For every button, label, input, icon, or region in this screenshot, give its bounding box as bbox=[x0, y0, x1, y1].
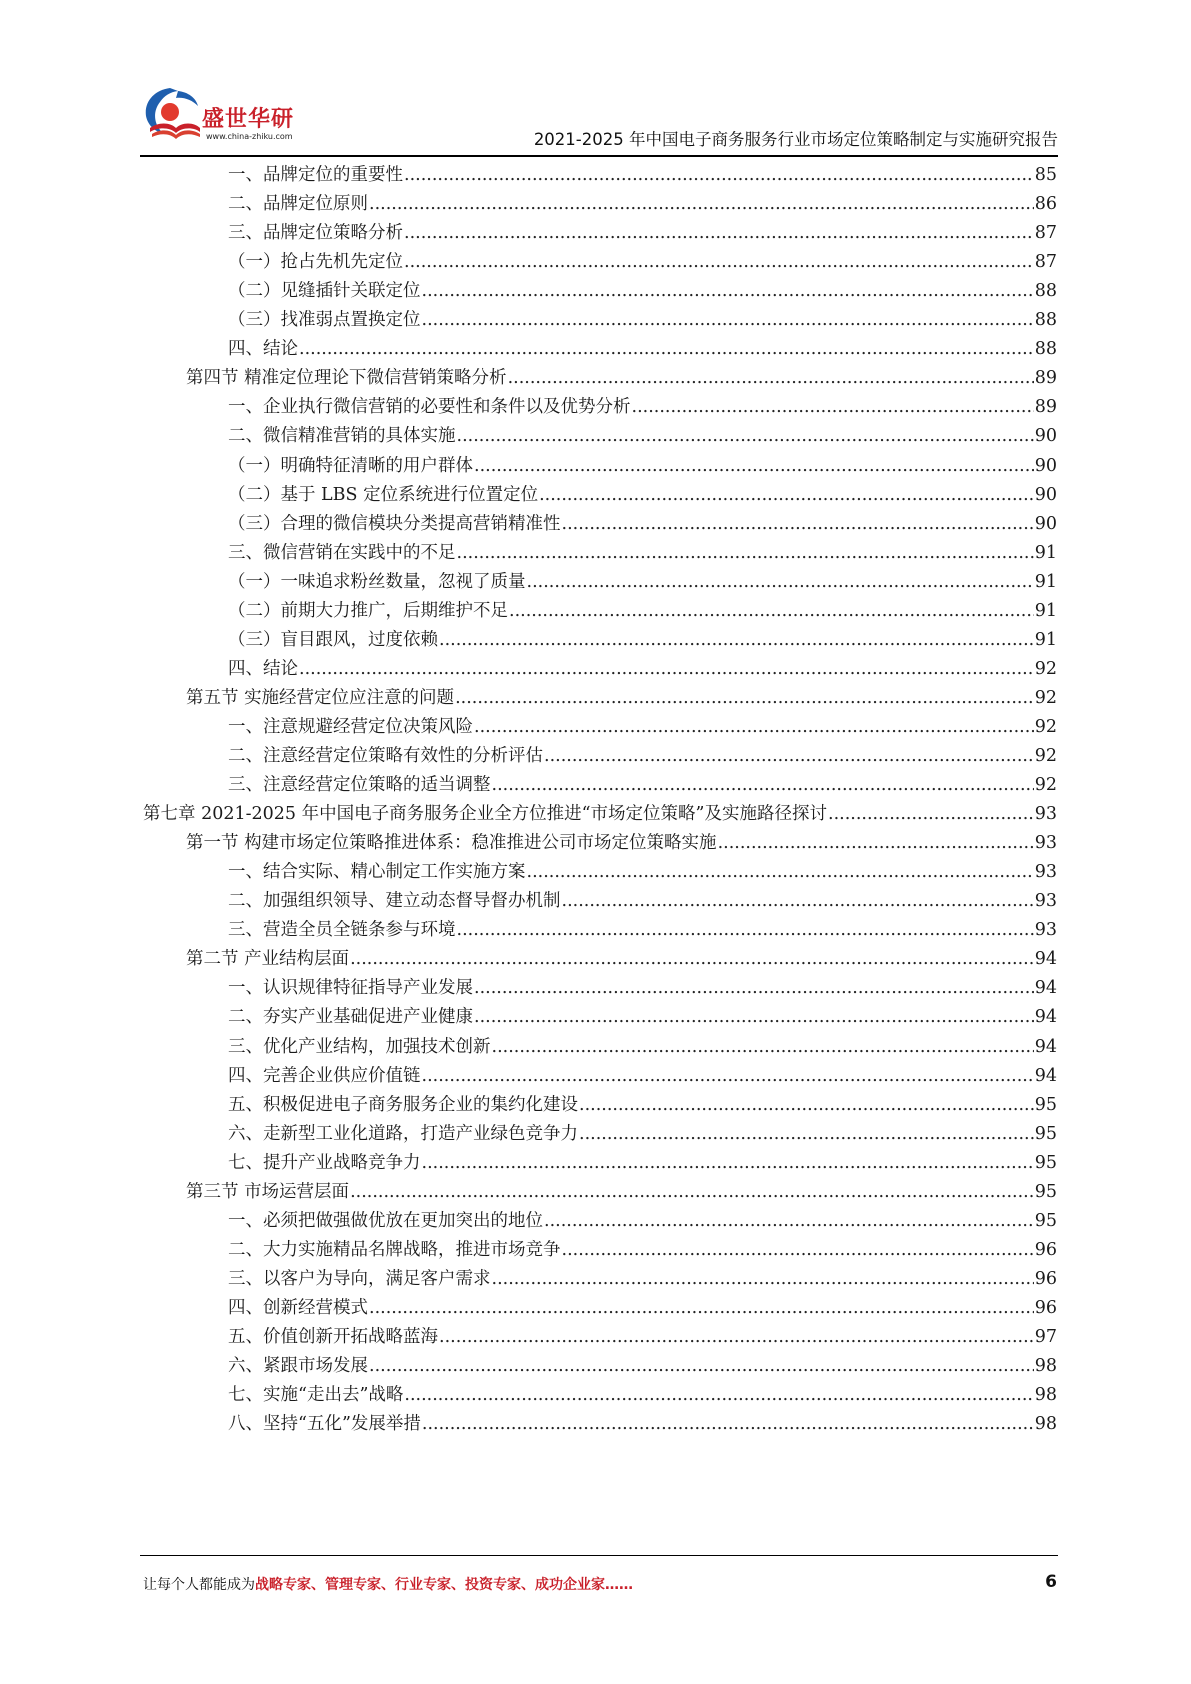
toc-leader-dots bbox=[492, 1032, 1034, 1063]
toc-entry[interactable] bbox=[228, 160, 1057, 191]
toc-entry-page: 94 bbox=[1034, 1036, 1057, 1057]
toc-entry[interactable] bbox=[228, 1351, 1057, 1382]
toc-leader-dots bbox=[422, 276, 1034, 307]
toc-leader-dots bbox=[422, 1148, 1034, 1179]
toc-entry-title: 三、营造全员全链条参与环境 bbox=[228, 920, 456, 941]
toc-entry[interactable] bbox=[228, 770, 1057, 801]
toc-entry[interactable] bbox=[228, 1380, 1057, 1411]
toc-entry-page: 91 bbox=[1034, 571, 1057, 592]
toc-leader-dots bbox=[527, 567, 1034, 598]
toc-entry-title: 二、加强组织领导、建立动态督导督办机制 bbox=[228, 891, 561, 912]
toc-entry-title: （二）见缝插针关联定位 bbox=[228, 281, 421, 302]
toc-entry-title: 一、必须把做强做优放在更加突出的地位 bbox=[228, 1210, 543, 1231]
toc-entry-title: （二）前期大力推广，后期维护不足 bbox=[228, 600, 508, 621]
toc-entry[interactable] bbox=[228, 741, 1057, 772]
toc-entry-title: 七、实施“走出去”战略 bbox=[228, 1385, 404, 1406]
toc-entry[interactable] bbox=[228, 1061, 1057, 1092]
toc-leader-dots bbox=[299, 334, 1034, 365]
toc-leader-dots bbox=[539, 480, 1034, 511]
toc-leader-dots bbox=[404, 160, 1034, 191]
toc-leader-dots bbox=[350, 944, 1034, 975]
toc-leader-dots bbox=[544, 1206, 1034, 1237]
toc-entry[interactable] bbox=[228, 1090, 1057, 1121]
slogan-prefix: 让每个人都能成为 bbox=[143, 1577, 255, 1593]
toc-leader-dots bbox=[474, 712, 1034, 743]
toc-leader-dots bbox=[404, 218, 1034, 249]
toc-leader-dots bbox=[474, 1002, 1034, 1033]
toc-leader-dots bbox=[422, 1061, 1034, 1092]
toc-entry-page: 93 bbox=[1034, 833, 1057, 854]
toc-entry-page: 98 bbox=[1034, 1414, 1057, 1435]
toc-entry[interactable] bbox=[228, 1119, 1057, 1150]
toc-entry[interactable] bbox=[186, 1177, 1057, 1208]
toc-entry[interactable] bbox=[186, 363, 1057, 394]
toc-entry-page: 90 bbox=[1034, 513, 1057, 534]
toc-entry[interactable] bbox=[228, 1032, 1057, 1063]
toc-leader-dots bbox=[492, 1264, 1034, 1295]
toc-entry-page: 95 bbox=[1034, 1181, 1057, 1202]
toc-entry[interactable] bbox=[228, 1206, 1057, 1237]
toc-entry-title: 第二节 产业结构层面 bbox=[186, 949, 350, 970]
toc-leader-dots bbox=[579, 1090, 1034, 1121]
toc-entry-title: （三）盲目跟风，过度依赖 bbox=[228, 629, 438, 650]
toc-entry-title: 四、完善企业供应价值链 bbox=[228, 1065, 421, 1086]
toc-entry-page: 90 bbox=[1034, 426, 1057, 447]
toc-entry-page: 89 bbox=[1034, 397, 1057, 418]
toc-entry-page: 95 bbox=[1034, 1094, 1057, 1115]
toc-entry-title: 二、注意经营定位策略有效性的分析评估 bbox=[228, 746, 543, 766]
toc-entry-title: 四、创新经营模式 bbox=[228, 1297, 368, 1318]
toc-leader-dots bbox=[369, 1351, 1034, 1382]
toc-entry-page: 93 bbox=[1034, 862, 1057, 883]
toc-entry[interactable] bbox=[228, 1264, 1057, 1295]
toc-entry[interactable] bbox=[228, 305, 1057, 336]
toc-entry-page: 98 bbox=[1034, 1385, 1057, 1406]
toc-entry-page: 91 bbox=[1034, 600, 1057, 621]
toc-leader-dots bbox=[350, 1177, 1034, 1208]
toc-entry-page: 95 bbox=[1034, 1210, 1057, 1231]
toc-entry-page: 94 bbox=[1034, 949, 1057, 970]
toc-entry-page: 87 bbox=[1034, 223, 1057, 244]
footer-divider bbox=[140, 1555, 1058, 1556]
toc-leader-dots bbox=[299, 654, 1034, 685]
toc-entry-title: 一、品牌定位的重要性 bbox=[228, 165, 403, 185]
toc-entry[interactable] bbox=[228, 886, 1057, 917]
slogan-highlight: 战略专家、管理专家、行业专家、投资专家、成功企业家…… bbox=[255, 1577, 633, 1593]
toc-entry-title: 一、认识规律特征指导产业发展 bbox=[228, 978, 473, 999]
toc-leader-dots bbox=[439, 1322, 1034, 1353]
toc-entry-page: 94 bbox=[1034, 978, 1057, 999]
toc-entry-page: 90 bbox=[1034, 484, 1057, 505]
toc-entry-title: 三、注意经营定位策略的适当调整 bbox=[228, 775, 491, 796]
toc-entry-page: 94 bbox=[1034, 1007, 1057, 1028]
header-divider bbox=[140, 155, 1058, 157]
toc-entry-title: （二）基于 LBS 定位系统进行位置定位 bbox=[228, 484, 539, 505]
toc-entry[interactable] bbox=[228, 421, 1057, 452]
toc-entry[interactable] bbox=[228, 334, 1057, 365]
page-header bbox=[0, 0, 1191, 160]
toc-leader-dots bbox=[562, 886, 1034, 917]
toc-entry[interactable] bbox=[228, 1002, 1057, 1033]
toc-entry-title: 七、提升产业战略竞争力 bbox=[228, 1152, 421, 1173]
toc-entry-title: 第四节 精准定位理论下微信营销策略分析 bbox=[186, 368, 507, 389]
toc-entry-title: 一、企业执行微信营销的必要性和条件以及优势分析 bbox=[228, 397, 631, 418]
toc-entry-page: 88 bbox=[1034, 310, 1057, 331]
toc-entry[interactable] bbox=[186, 683, 1057, 714]
toc-entry-page: 96 bbox=[1034, 1297, 1057, 1318]
toc-leader-dots bbox=[457, 538, 1034, 569]
toc-entry-page: 91 bbox=[1034, 542, 1057, 563]
toc-leader-dots bbox=[474, 973, 1034, 1004]
toc-entry-title: 八、坚持“五化”发展举措 bbox=[228, 1414, 421, 1435]
toc-leader-dots bbox=[369, 189, 1034, 220]
toc-entry-page: 92 bbox=[1034, 746, 1057, 766]
toc-leader-dots bbox=[369, 1293, 1034, 1324]
toc-entry-page: 93 bbox=[1034, 891, 1057, 912]
toc-entry[interactable] bbox=[228, 1148, 1057, 1179]
toc-entry[interactable] bbox=[228, 567, 1057, 598]
toc-entry-title: 三、以客户为导向，满足客户需求 bbox=[228, 1268, 491, 1289]
toc-entry-title: 四、结论 bbox=[228, 339, 298, 360]
toc-leader-dots bbox=[527, 857, 1034, 888]
toc-leader-dots bbox=[457, 421, 1034, 452]
toc-leader-dots bbox=[422, 1409, 1034, 1440]
toc-entry-title: （三）找准弱点置换定位 bbox=[228, 310, 421, 331]
toc-leader-dots bbox=[492, 770, 1034, 801]
toc-leader-dots bbox=[718, 828, 1034, 859]
toc-entry-title: 一、注意规避经营定位决策风险 bbox=[228, 716, 473, 737]
toc-leader-dots bbox=[422, 305, 1034, 336]
toc-entry[interactable] bbox=[228, 392, 1057, 423]
toc-leader-dots bbox=[455, 683, 1034, 714]
toc-entry-title: 第一节 构建市场定位策略推进体系：稳准推进公司市场定位策略实施 bbox=[186, 833, 717, 854]
toc-entry[interactable] bbox=[228, 654, 1057, 685]
logo-emblem-icon bbox=[140, 82, 204, 146]
toc-leader-dots bbox=[404, 1380, 1033, 1411]
toc-leader-dots bbox=[579, 1119, 1034, 1150]
toc-leader-dots bbox=[562, 509, 1034, 540]
toc-entry[interactable] bbox=[228, 247, 1057, 278]
toc-leader-dots bbox=[457, 915, 1034, 946]
toc-entry-title: 三、优化产业结构，加强技术创新 bbox=[228, 1036, 491, 1057]
toc-entry-page: 93 bbox=[1034, 804, 1057, 825]
toc-entry-title: 六、走新型工业化道路，打造产业绿色竞争力 bbox=[228, 1123, 578, 1144]
toc-entry-title: （三）合理的微信模块分类提高营销精准性 bbox=[228, 513, 561, 534]
toc-entry[interactable] bbox=[228, 1293, 1057, 1324]
toc-entry-title: （一）抢占先机先定位 bbox=[228, 252, 403, 273]
toc-entry[interactable] bbox=[228, 1235, 1057, 1266]
toc-entry-page: 94 bbox=[1034, 1065, 1057, 1086]
toc-entry[interactable] bbox=[228, 712, 1057, 743]
toc-entry-title: 六、紧跟市场发展 bbox=[228, 1356, 368, 1377]
toc-leader-dots bbox=[509, 596, 1034, 627]
toc-leader-dots bbox=[474, 451, 1034, 482]
toc-entry-title: （一）明确特征清晰的用户群体 bbox=[228, 455, 473, 476]
toc-entry-title: 四、结论 bbox=[228, 658, 298, 679]
logo-url: www.china-zhiku.com bbox=[206, 132, 293, 141]
toc-entry-page: 91 bbox=[1034, 629, 1057, 650]
toc-entry[interactable] bbox=[228, 596, 1057, 627]
toc-entry[interactable] bbox=[228, 538, 1057, 569]
toc-entry-page: 88 bbox=[1034, 281, 1057, 302]
toc-entry[interactable] bbox=[228, 625, 1057, 656]
toc-entry-page: 92 bbox=[1034, 687, 1057, 708]
toc-entry-title: 三、品牌定位策略分析 bbox=[228, 223, 403, 244]
toc-entry-page: 87 bbox=[1034, 252, 1057, 273]
toc-entry-page: 93 bbox=[1034, 920, 1057, 941]
toc-entry[interactable] bbox=[228, 509, 1057, 540]
toc-entry[interactable] bbox=[228, 276, 1057, 307]
toc-entry[interactable] bbox=[228, 857, 1057, 888]
toc-entry-page: 90 bbox=[1034, 455, 1057, 476]
toc-entry-title: 第五节 实施经营定位应注意的问题 bbox=[186, 687, 455, 708]
toc-leader-dots bbox=[508, 363, 1034, 394]
toc-entry-title: 二、品牌定位原则 bbox=[228, 194, 368, 215]
toc-entry[interactable] bbox=[186, 944, 1057, 975]
toc-entry[interactable] bbox=[228, 218, 1057, 249]
toc-entry-page: 92 bbox=[1034, 658, 1057, 679]
toc-entry[interactable] bbox=[228, 973, 1057, 1004]
toc-entry-page: 92 bbox=[1034, 716, 1057, 737]
company-logo bbox=[140, 82, 310, 146]
toc-entry-title: 第七章 2021-2025 年中国电子商务服务企业全方位推进“市场定位策略”及实施路径探讨 bbox=[143, 804, 828, 825]
toc-entry-title: （一）一味追求粉丝数量，忽视了质量 bbox=[228, 571, 526, 592]
footer-slogan bbox=[143, 1574, 633, 1594]
toc-entry-page: 86 bbox=[1034, 194, 1057, 215]
toc-entry-page: 97 bbox=[1034, 1327, 1057, 1347]
toc-entry-title: 第三节 市场运营层面 bbox=[186, 1181, 350, 1202]
toc-entry-page: 89 bbox=[1034, 368, 1057, 389]
toc-entry[interactable] bbox=[228, 1322, 1057, 1353]
toc-entry-page: 85 bbox=[1034, 165, 1057, 185]
toc-entry-page: 95 bbox=[1034, 1152, 1057, 1173]
toc-entry-title: 二、夯实产业基础促进产业健康 bbox=[228, 1007, 473, 1028]
logo-name: 盛世华研 bbox=[202, 107, 295, 132]
toc-entry[interactable] bbox=[228, 451, 1057, 482]
toc-entry-page: 96 bbox=[1034, 1268, 1057, 1289]
toc-entry-page: 88 bbox=[1034, 339, 1057, 360]
toc-entry-page: 95 bbox=[1034, 1123, 1057, 1144]
toc-leader-dots bbox=[544, 741, 1034, 772]
toc-entry-title: 一、结合实际、精心制定工作实施方案 bbox=[228, 862, 526, 883]
toc-leader-dots bbox=[439, 625, 1034, 656]
toc-entry-page: 98 bbox=[1034, 1356, 1057, 1377]
page-number: 6 bbox=[1045, 1572, 1057, 1592]
toc-entry[interactable] bbox=[186, 828, 1057, 859]
toc-leader-dots bbox=[828, 799, 1034, 830]
toc-entry-title: 五、积极促进电子商务服务企业的集约化建设 bbox=[228, 1094, 578, 1115]
toc-entry-page: 92 bbox=[1034, 775, 1057, 796]
toc-entry[interactable] bbox=[228, 480, 1057, 511]
toc-entry[interactable] bbox=[143, 799, 1057, 830]
toc-entry-title: 五、价值创新开拓战略蓝海 bbox=[228, 1327, 438, 1347]
toc-entry-page: 96 bbox=[1034, 1239, 1057, 1260]
toc-leader-dots bbox=[562, 1235, 1034, 1266]
toc-leader-dots bbox=[404, 247, 1034, 278]
report-title: 2021-2025 年中国电子商务服务行业市场定位策略制定与实施研究报告 bbox=[533, 130, 1058, 149]
toc-entry-title: 二、微信精准营销的具体实施 bbox=[228, 426, 456, 447]
toc-entry[interactable] bbox=[228, 1409, 1057, 1440]
toc-entry[interactable] bbox=[228, 189, 1057, 220]
toc-entry-title: 三、微信营销在实践中的不足 bbox=[228, 542, 456, 563]
toc-entry[interactable] bbox=[228, 915, 1057, 946]
toc-leader-dots bbox=[632, 392, 1034, 423]
toc-entry-title: 二、大力实施精品名牌战略，推进市场竞争 bbox=[228, 1239, 561, 1260]
